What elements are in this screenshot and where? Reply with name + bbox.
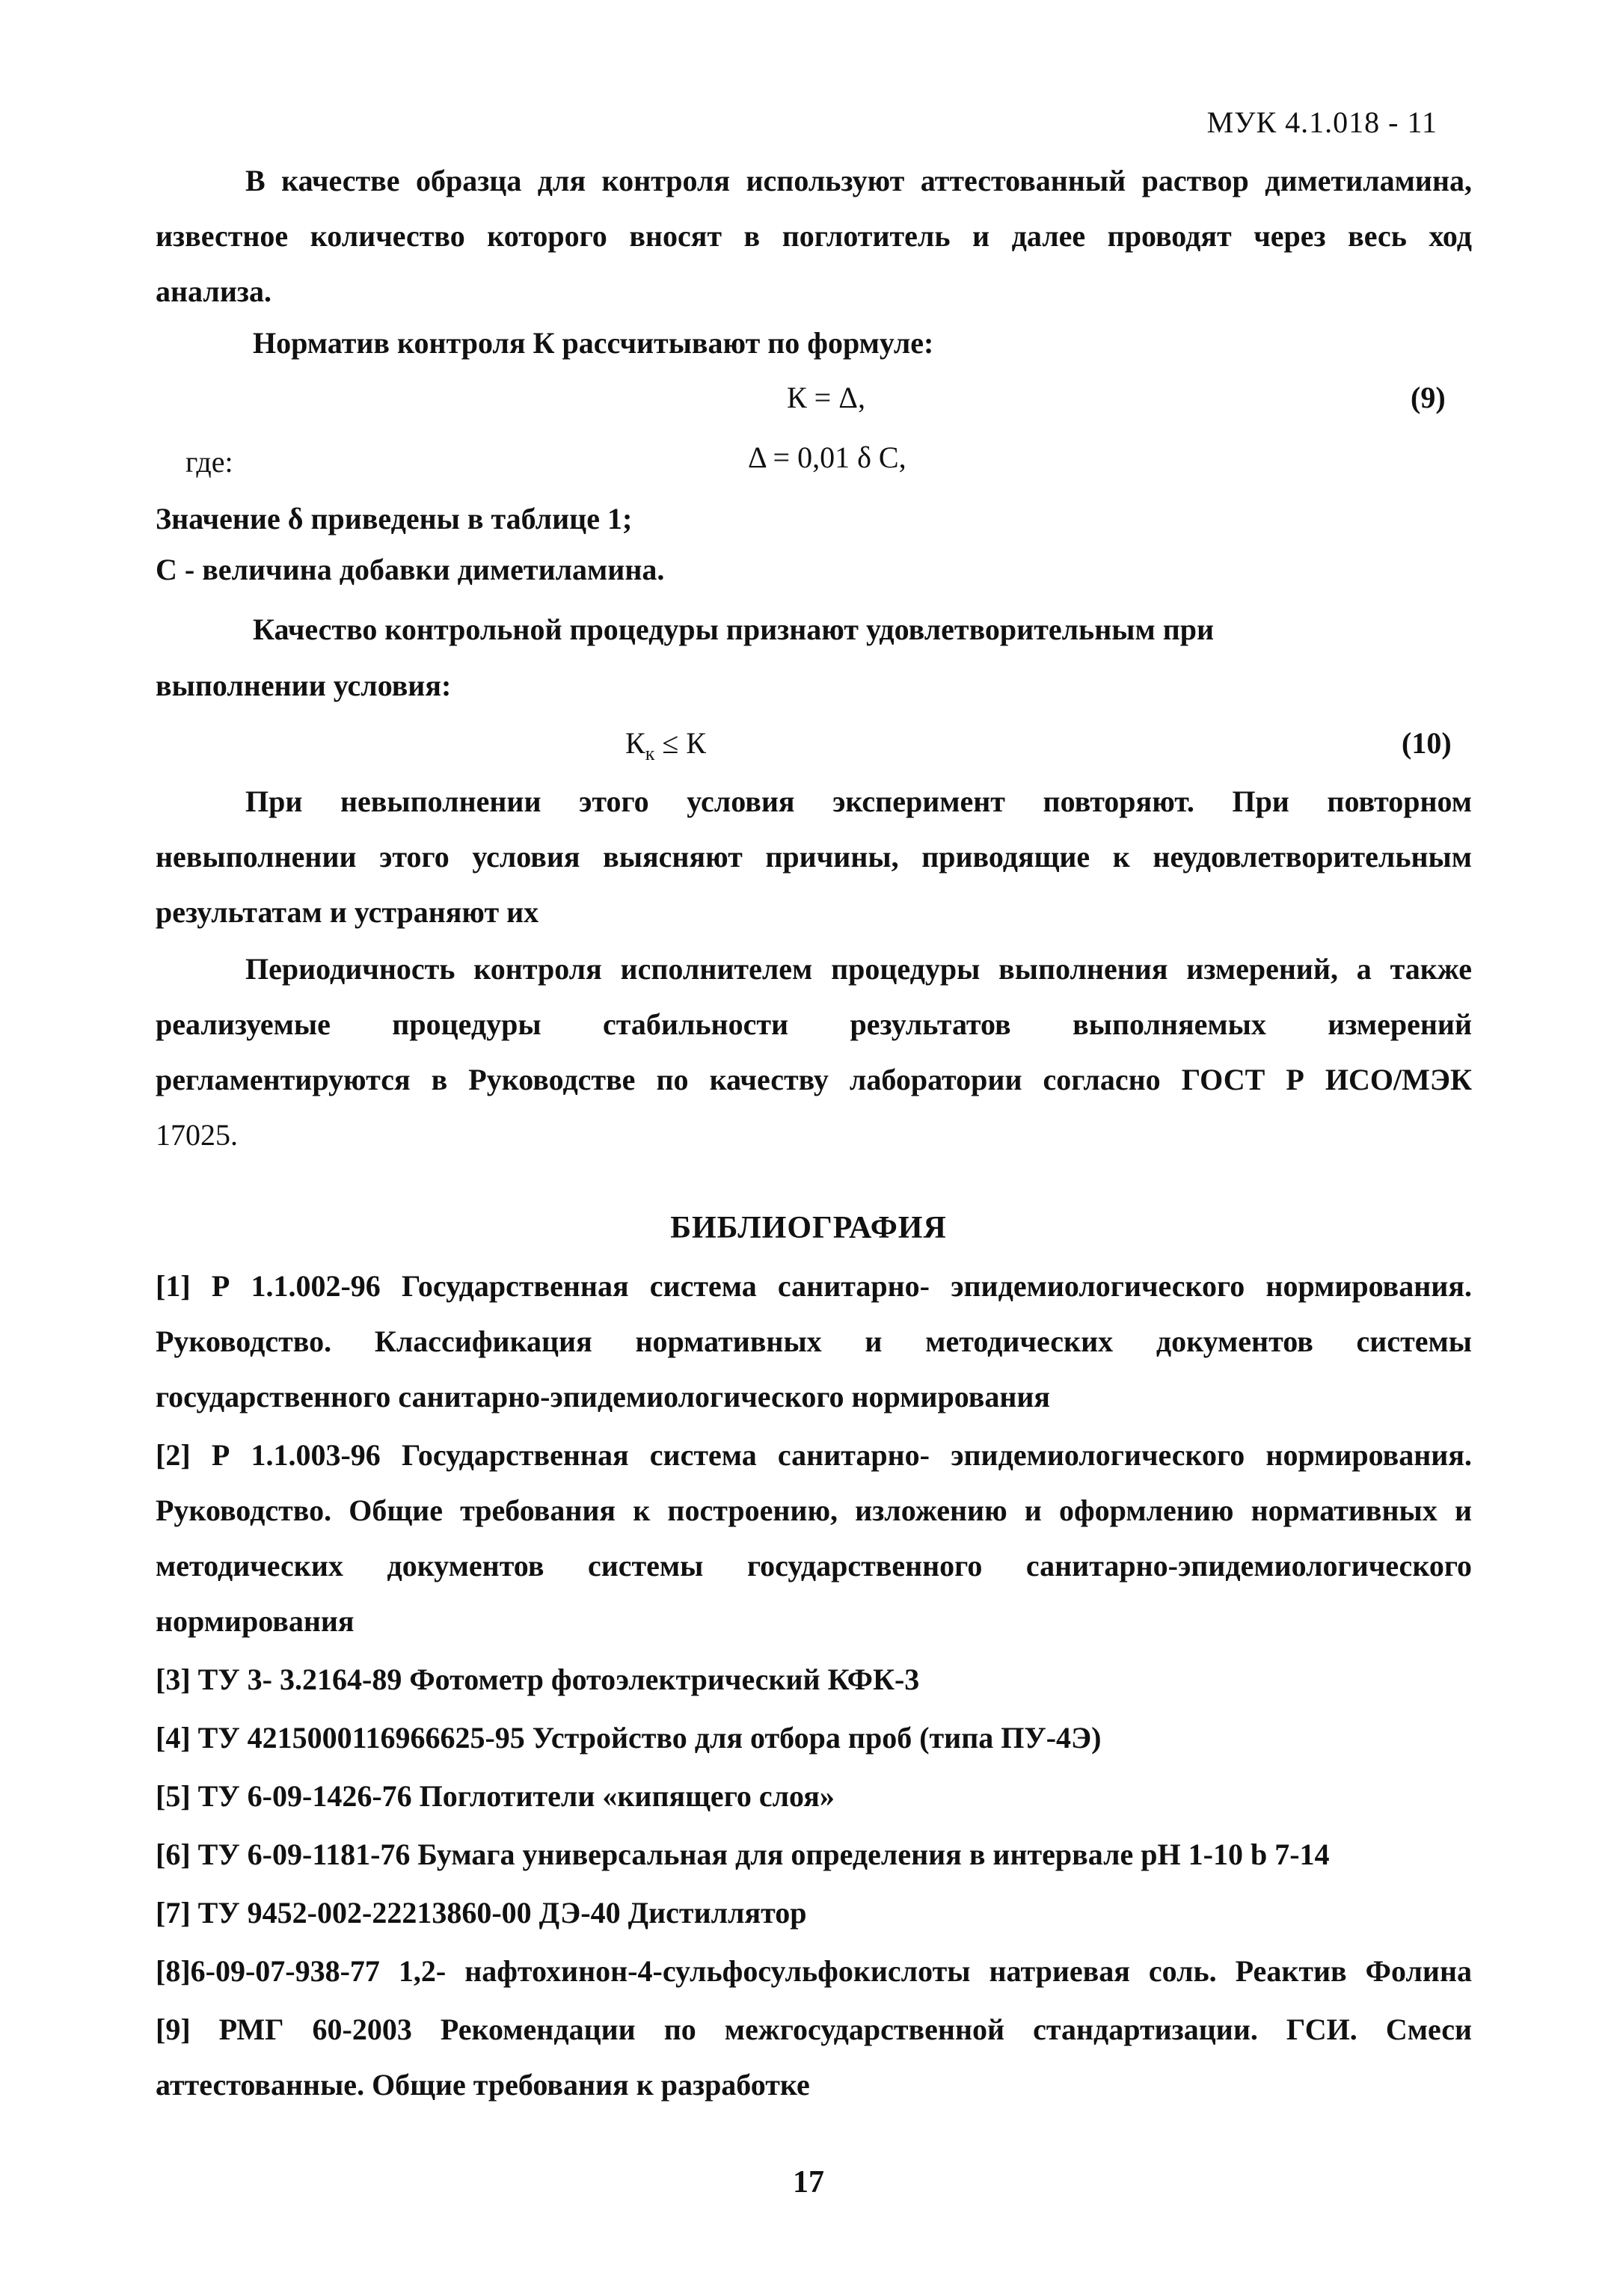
paragraph-line: При невыполнении этого условия эксперимент повторяют. При повторном (245, 785, 1472, 818)
paragraph-line: регламентируются в Руководстве по качеству лаборатории согласно ГОСТ Р ИСО/МЭК (156, 1063, 1472, 1096)
bibliography-entry: [7] ТУ 9452-002-22213860-00 ДЭ-40 Дистиллятор (156, 1896, 807, 1930)
formula-9-number: (9) (1411, 381, 1446, 414)
paragraph-line: результатам и устраняют их (156, 895, 539, 929)
formula-9: К = Δ, (787, 381, 865, 414)
paragraph-line: выполнении условия: (156, 669, 452, 702)
paragraph-line: анализа. (156, 274, 271, 308)
formula-10 (625, 725, 706, 772)
c-note: С - величина добавки диметиламина. (156, 553, 665, 586)
formula-10-subscript: к (645, 743, 655, 764)
paragraph-line: 17025. (156, 1118, 238, 1152)
paragraph-line: Периодичность контроля исполнителем процедуры выполнения измерений, а также (245, 952, 1472, 986)
formula-10-number: (10) (1402, 726, 1452, 760)
bibliography-entry: [6] ТУ 6-09-1181-76 Бумага универсальная для определения в интервале рН 1-10 b 7-14 (156, 1838, 1330, 1871)
delta-note: Значение δ приведены в таблице 1; (156, 502, 633, 535)
bibliography-entry: [9] РМГ 60-2003 Рекомендации по межгосударственной стандартизации. ГСИ. Смеси (156, 2013, 1472, 2046)
bibliography-entry: методических документов системы государственного санитарно-эпидемиологического (156, 1549, 1472, 1583)
bibliography-entry: [2] Р 1.1.003-96 Государственная система санитарно- эпидемиологического нормирования. (156, 1438, 1472, 1472)
bibliography-entry: [3] ТУ 3- 3.2164-89 Фотометр фотоэлектрический КФК-3 (156, 1663, 920, 1696)
bibliography-entry: [8]6-09-07-938-77 1,2- нафтохинон-4-сульфосульфокислоты натриевая соль. Реактив Фолина (156, 1954, 1472, 1988)
paragraph-line: Качество контрольной процедуры признают удовлетворительным при (253, 613, 1215, 646)
paragraph-line: В качестве образца для контроля используют аттестованный раствор диметиламина, (245, 164, 1472, 197)
bibliography-entry: аттестованные. Общие требования к разработке (156, 2068, 810, 2102)
bibliography-heading: БИБЛИОГРАФИЯ (670, 1211, 947, 1245)
bibliography-entry: государственного санитарно-эпидемиологического нормирования (156, 1380, 1051, 1413)
paragraph-line: известное количество которого вносят в поглотитель и далее проводят через весь ход (156, 219, 1472, 253)
where-label: где: (185, 445, 233, 479)
formula-10-rest: ≤ К (654, 726, 706, 760)
paragraph-line: реализуемые процедуры стабильности результатов выполняемых измерений (156, 1007, 1472, 1041)
bibliography-entry: [1] Р 1.1.002-96 Государственная система санитарно- эпидемиологического нормирования. (156, 1269, 1472, 1303)
bibliography-entry: [4] ТУ 4215000116966625-95 Устройство для отбора проб (типа ПУ-4Э) (156, 1721, 1102, 1755)
paragraph-line: Норматив контроля К рассчитывают по формуле: (253, 326, 934, 360)
page-number: 17 (793, 2165, 824, 2200)
bibliography-entry: нормирования (156, 1604, 355, 1638)
formula-10-k: К (625, 726, 645, 760)
bibliography-entry: Руководство. Общие требования к построению, изложению и оформлению нормативных и (156, 1494, 1472, 1527)
bibliography-entry: [5] ТУ 6-09-1426-76 Поглотители «кипящего слоя» (156, 1779, 835, 1813)
paragraph-line: невыполнении этого условия выясняют причины, приводящие к неудовлетворительным (156, 840, 1472, 874)
delta-formula: Δ = 0,01 δ С, (748, 441, 906, 474)
bibliography-entry: Руководство. Классификация нормативных и методических документов системы (156, 1325, 1472, 1358)
document-code: МУК 4.1.018 - 11 (1206, 105, 1437, 139)
